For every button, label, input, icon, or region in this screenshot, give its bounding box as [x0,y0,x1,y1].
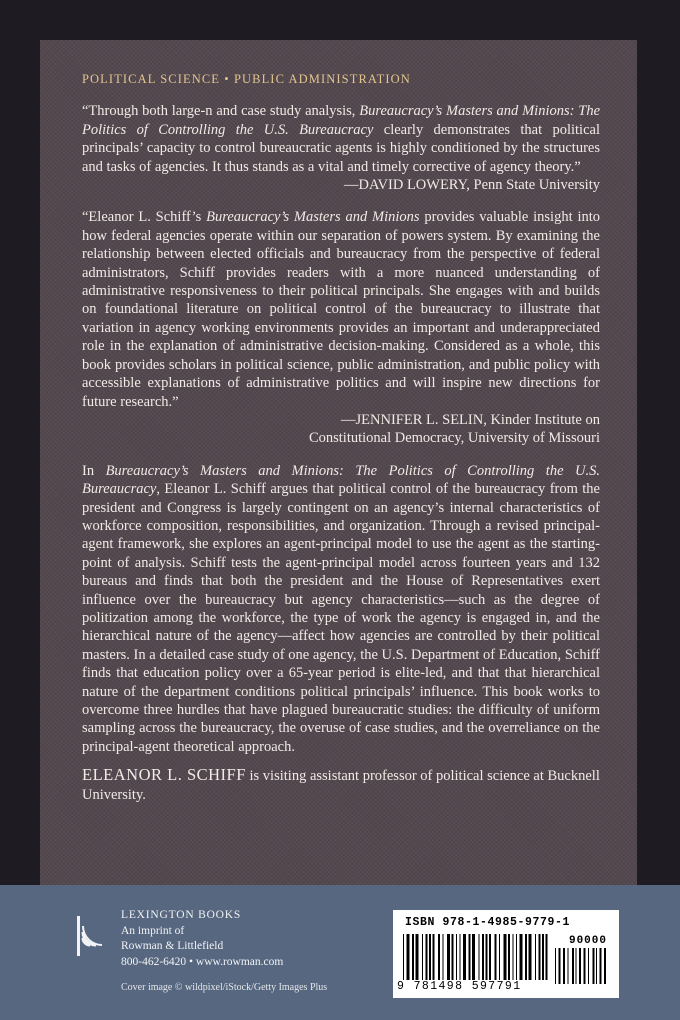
lexington-books-logo-icon [77,916,103,956]
barcode-bar [438,934,440,980]
quote-text: provides valuable insight into how federal agencies operate within our separation of powers system. By examining the relationship between elected officials and bureaucracy from the perspective of federal administrators, Schiff provides readers with a more nuanced understanding of administrative responsiveness to their political principals. She engages with and builds on foundational literature on political control of the bureaucracy to illustrate that variation in agency working environments provides an important and underappreciated role in the explanation of administrative decision-making. Considered as a whole, this book provides scholars in political science, public administration, and public policy with accessible explanations of administrative politics and will inspire new directions for future research.” [82,209,600,410]
back-cover-content [82,70,600,804]
barcode-bar [535,934,536,980]
price-barcode [555,948,609,984]
publisher-parent: Rowman & Littlefield [121,940,224,952]
barcode-bar [416,934,419,980]
quote-text: clearly demonstrates that political principals’ capacity to control bureaucratic agents is highly conditioned by the structures and tasks of agencies. It thus stands as a vital and timely corrective of agency theory.” [82,121,600,175]
barcode-bar [422,934,423,980]
publisher-imprint-line: An imprint of [121,924,185,937]
barcode-bar [412,934,414,980]
barcode-bar [604,948,606,984]
barcode-bar [520,934,523,980]
barcode-bar [593,948,595,984]
barcode-bar [499,934,500,980]
barcode-bar [504,934,507,980]
barcode-bar [482,934,484,980]
barcode-bar [463,934,466,980]
barcode-bar [452,934,454,980]
author-bio-text: is visiting assistant professor of political science at Bucknell University. [82,768,600,803]
ean-digits: 9 781498 597791 [397,980,522,993]
barcode-bar [479,934,480,980]
barcode-bar [539,934,541,980]
cover-image-credit: Cover image © wildpixel/iStock/Getty Images Plus [121,982,328,993]
barcode-bar [542,934,544,980]
barcode-bar [489,934,491,980]
barcode-bar [568,948,569,984]
barcode-bar [600,948,602,984]
barcode-bar [559,948,561,984]
endorsement-quote [82,102,600,194]
blurb-body: , Eleanor L. Schiff argues that political control of the bureaucracy from the president and Congress is largely contingent on an agency’s internal characteristics of workforce composition, responsibilities, and organization. Through a revised principal-agent framework, she explores an agent-principal model to use the agent as the starting-point of analysis. Schiff tests the agent-principal model across fourteen years and 132 bureaus and finds that both the president and the House of Representatives exert influence over the bureaucracy but agency characteristics—such as the degree of politization among the workforce, the type of work the agency is engaged in, and the hierarchical nature of the agency—affect how agencies are controlled by their political masters. In a detailed case study of one agency, the U.S. Department of Education, Schiff finds that education policy over a 65-year period is elite-led, and that that hierarchical nature of the department conditions political principals’ influence. This book works to overcome three hurdles that have plagued bureaucratic studies: the difficulty of uniform sampling across the bureaucracy, the overuse of case studies, and the overreliance on the principal-agent theoretical approach. [82,481,600,755]
blurb-lead: In [82,462,106,479]
barcode-bar [529,934,532,980]
book-description [82,462,600,757]
book-title-italic: Bureaucracy’s Masters and Minions: The Politics of Controlling the U.S. Bureaucracy [82,103,601,138]
category-label: POLITICAL SCIENCE • PUBLIC ADMINISTRATION [82,72,411,86]
barcode-bar [486,934,488,980]
quote-text: “Through both large-n and case study analysis, [82,103,360,120]
barcode-bar [403,934,404,980]
barcode-bar [546,934,548,980]
price-code: 90000 [568,935,607,947]
barcode-bar [472,934,475,980]
barcode-bar [579,948,581,984]
barcode-bar [513,934,514,980]
quote-text: “Eleanor L. Schiff’s [82,209,207,226]
barcode-bar [426,934,428,980]
barcode-bar [588,948,589,984]
barcode-bar [447,934,450,980]
publisher-info [121,908,283,970]
barcode-bar [516,934,517,980]
barcode-bar [584,948,586,984]
barcode-bar [525,934,527,980]
quote-attribution: Constitutional Democracy, University of Missouri [308,430,600,447]
publisher-contact: 800-462-6420 • www.rowman.com [121,955,284,968]
author-bio [82,766,600,804]
barcode-bar [576,948,577,984]
quote-attribution: —DAVID LOWERY, Penn State University [343,177,600,194]
barcode-bar [429,934,431,980]
barcode-bar [555,948,556,984]
barcode-bar [456,934,457,980]
isbn-barcode [393,910,619,998]
ean-barcode [403,934,551,980]
book-title-italic: Bureaucracy’s Masters and Minions [206,209,420,226]
barcode-bar [508,934,510,980]
book-title-italic: Bureaucracy’s Masters and Minions: The Politics of Controlling the U.S. Bureaucracy [82,462,600,498]
isbn-number: ISBN 978-1-4985-9779-1 [405,916,571,929]
barcode-bar [407,934,410,980]
barcode-bar [433,934,435,980]
publisher-name: LEXINGTON BOOKS [121,909,242,921]
barcode-bar [596,948,597,984]
barcode-bar [563,948,565,984]
barcode-bar [443,934,444,980]
endorsement-quote [82,208,600,447]
quote-attribution: —JENNIFER L. SELIN, Kinder Institute on [341,411,600,428]
barcode-bar [469,934,471,980]
barcode-bar [572,948,574,984]
barcode-bar [460,934,461,980]
barcode-bar [495,934,497,980]
author-name: ELEANOR L. SCHIFF [82,765,246,785]
